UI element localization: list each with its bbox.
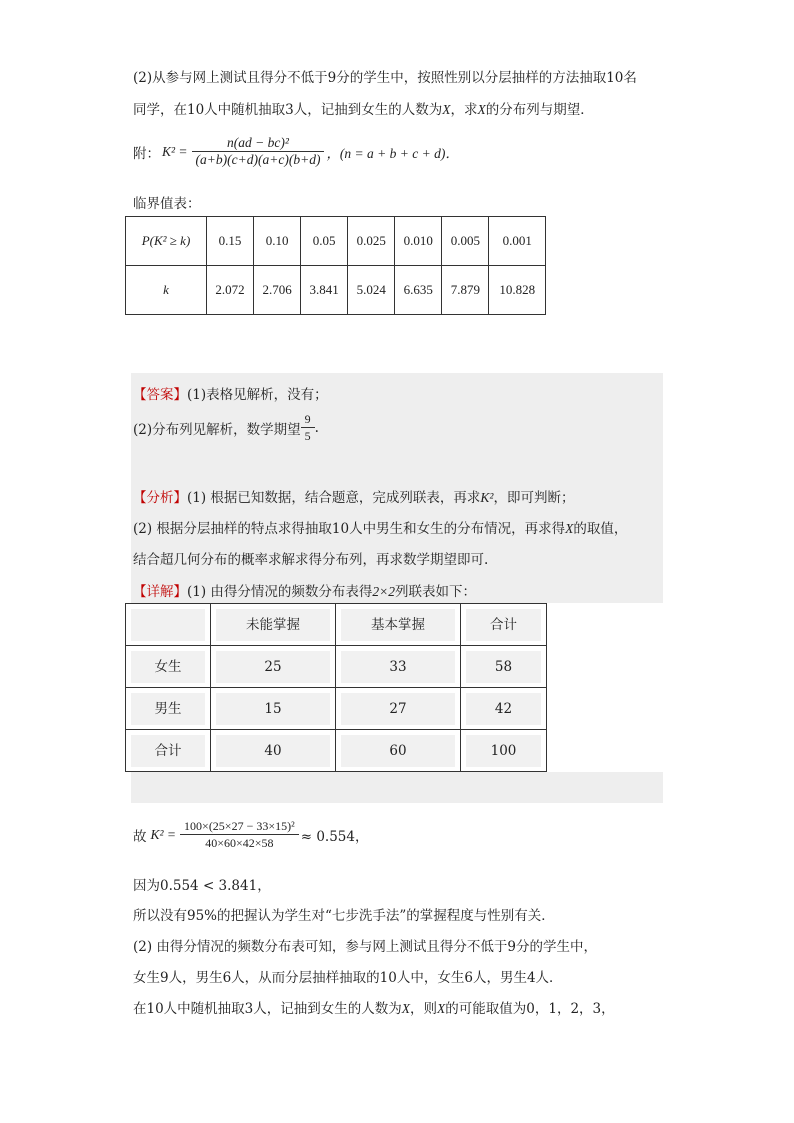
- cell-text: 27: [341, 693, 455, 725]
- calc-numerator: 100×(25×27 − 33×15)²: [180, 818, 299, 835]
- detail-shade: [131, 772, 663, 803]
- text-segment: (2) 根据分层抽样的特点求得抽取10人中男生和女生的分布情况，再求得: [133, 521, 566, 537]
- table-row: [126, 688, 547, 730]
- analysis-line1: [133, 486, 574, 506]
- var-x: X: [477, 102, 486, 117]
- table-cell: [126, 604, 211, 646]
- because-line: 因为0.554 < 3.841，: [133, 878, 271, 894]
- k2-fraction: [192, 135, 325, 168]
- expect-numerator: 9: [301, 411, 315, 428]
- table-cell: [126, 646, 211, 688]
- table-cell: [461, 646, 547, 688]
- text-segment: 同学，在10人中随机抽取3人，记抽到女生的人数为: [133, 102, 443, 118]
- detail-tag: 【详解】: [133, 584, 187, 600]
- analysis-tag: 【分析】: [133, 490, 187, 506]
- calc-prefix: 故: [133, 828, 147, 845]
- cell-text: 女生: [131, 651, 205, 683]
- table-cell: [126, 730, 211, 772]
- question-part2-line2: [133, 98, 594, 118]
- table-cell: [336, 730, 461, 772]
- k2-denominator: (a+b)(c+d)(a+c)(b+d): [195, 152, 321, 167]
- cell-text: 男生: [131, 693, 205, 725]
- table-row: [126, 604, 547, 646]
- cell-text: 42: [466, 693, 541, 725]
- conclusion-line: 所以没有95%的把握认为学生对“七步洗手法”的掌握程度与性别有关．: [133, 908, 555, 924]
- text-segment: .: [314, 419, 319, 436]
- calc-k2: K² =: [150, 826, 177, 842]
- table-cell: [336, 688, 461, 730]
- calc-fraction: [180, 818, 299, 851]
- cell-text: 15: [216, 693, 330, 725]
- table-cell: 0.005: [442, 217, 489, 266]
- table-cell: [336, 604, 461, 646]
- answer-tag: 【答案】: [133, 387, 187, 403]
- cell-text: 合计: [131, 735, 205, 767]
- cell-text: 未能掌握: [216, 609, 330, 641]
- text-segment: (1) 根据已知数据，结合题意，完成列联表，再求: [187, 490, 481, 506]
- text-segment: ，求: [450, 102, 478, 118]
- cell-text: [131, 609, 205, 641]
- analysis-line3: 结合超几何分布的概率求解求得分布列，再求数学期望即可.: [133, 552, 489, 568]
- cell-text: 100: [466, 735, 541, 767]
- answer-line1: [133, 383, 328, 403]
- table-cell: [461, 730, 547, 772]
- var-x: X: [565, 521, 574, 536]
- table-cell: P(K² ≥ k): [126, 217, 207, 266]
- text-segment: (1)表格见解析，没有；: [187, 387, 328, 403]
- k2-calculation: [133, 818, 368, 851]
- critical-value-table: [125, 216, 546, 315]
- table-cell: [211, 730, 336, 772]
- table-cell: 7.879: [442, 266, 489, 315]
- text-segment: ，即可判断；: [493, 490, 575, 506]
- part2-detail-line2: 女生9人，男生6人，从而分层抽样抽取的10人中，女生6人，男生4人．: [133, 970, 563, 986]
- text-segment: ，则: [410, 1001, 438, 1017]
- table-cell: [211, 646, 336, 688]
- table-cell: 2.072: [207, 266, 254, 315]
- cell-text: 25: [216, 651, 330, 683]
- expectation-fraction: [301, 411, 315, 444]
- n-definition: ，(n = a + b + c + d)．: [326, 145, 459, 161]
- text-segment: 列联表如下：: [395, 584, 477, 600]
- k2-numerator: n(ad − bc)²: [192, 135, 325, 152]
- table-cell: 0.15: [207, 217, 254, 266]
- cell-text: 58: [466, 651, 541, 683]
- table-cell: 0.001: [489, 217, 546, 266]
- table-cell: [211, 688, 336, 730]
- cell-text: 33: [341, 651, 455, 683]
- var-x: X: [442, 102, 451, 117]
- analysis-line2: [133, 517, 627, 537]
- detail-line1: [133, 580, 476, 600]
- cell-text: 60: [341, 735, 455, 767]
- table-row: [126, 266, 546, 315]
- text-segment: 在10人中随机抽取3人，记抽到女生的人数为: [133, 1001, 402, 1017]
- table-cell: 0.025: [348, 217, 395, 266]
- text-segment: 的可能取值为0，1，2，3，: [445, 1001, 615, 1017]
- var-x: X: [437, 1001, 446, 1016]
- k2-symbol: K²: [480, 490, 494, 505]
- table-row: [126, 646, 547, 688]
- table-cell: 2.706: [254, 266, 301, 315]
- var-x: X: [401, 1001, 411, 1016]
- contingency-table: [125, 603, 547, 772]
- table-cell: 3.841: [301, 266, 348, 315]
- table-cell: [461, 688, 547, 730]
- answer-line2: [133, 411, 319, 444]
- table-cell: 0.10: [254, 217, 301, 266]
- table-cell: [211, 604, 336, 646]
- part2-detail-line1: (2) 由得分情况的频数分布表可知，参与网上测试且得分不低于9分的学生中，: [133, 939, 598, 955]
- table-cell: 5.024: [348, 266, 395, 315]
- cell-text: 合计: [466, 609, 541, 641]
- table-cell: 10.828: [489, 266, 546, 315]
- k2-lhs: K² =: [162, 143, 188, 159]
- table-row: [126, 217, 546, 266]
- critical-label: 临界值表：: [133, 196, 201, 212]
- expect-denominator: 5: [304, 429, 311, 443]
- text-segment: (1) 由得分情况的频数分布表得: [187, 584, 373, 600]
- table-cell: [126, 688, 211, 730]
- cell-text: 基本掌握: [341, 609, 455, 641]
- text-segment: 的分布列与期望．: [485, 102, 594, 118]
- two-by-two: 2×2: [372, 584, 396, 599]
- text-segment: (2)分布列见解析，数学期望: [133, 421, 301, 438]
- table-cell: [336, 646, 461, 688]
- calc-result: ≈ 0.554，: [300, 828, 369, 845]
- table-cell: k: [126, 266, 207, 315]
- calc-denominator: 40×60×42×58: [205, 836, 274, 850]
- question-part2-line1: (2)从参与网上测试且得分不低于9分的学生中，按照性别以分层抽样的方法抽取10名: [133, 70, 637, 86]
- table-cell: [461, 604, 547, 646]
- table-cell: 6.635: [395, 266, 442, 315]
- table-row: [126, 730, 547, 772]
- text-segment: 的取值，: [573, 521, 628, 537]
- table-cell: 0.05: [301, 217, 348, 266]
- appendix-label: 附：: [133, 145, 160, 162]
- k2-formula: [133, 135, 459, 168]
- part2-detail-line3: [133, 997, 615, 1017]
- table-cell: 0.010: [395, 217, 442, 266]
- cell-text: 40: [216, 735, 330, 767]
